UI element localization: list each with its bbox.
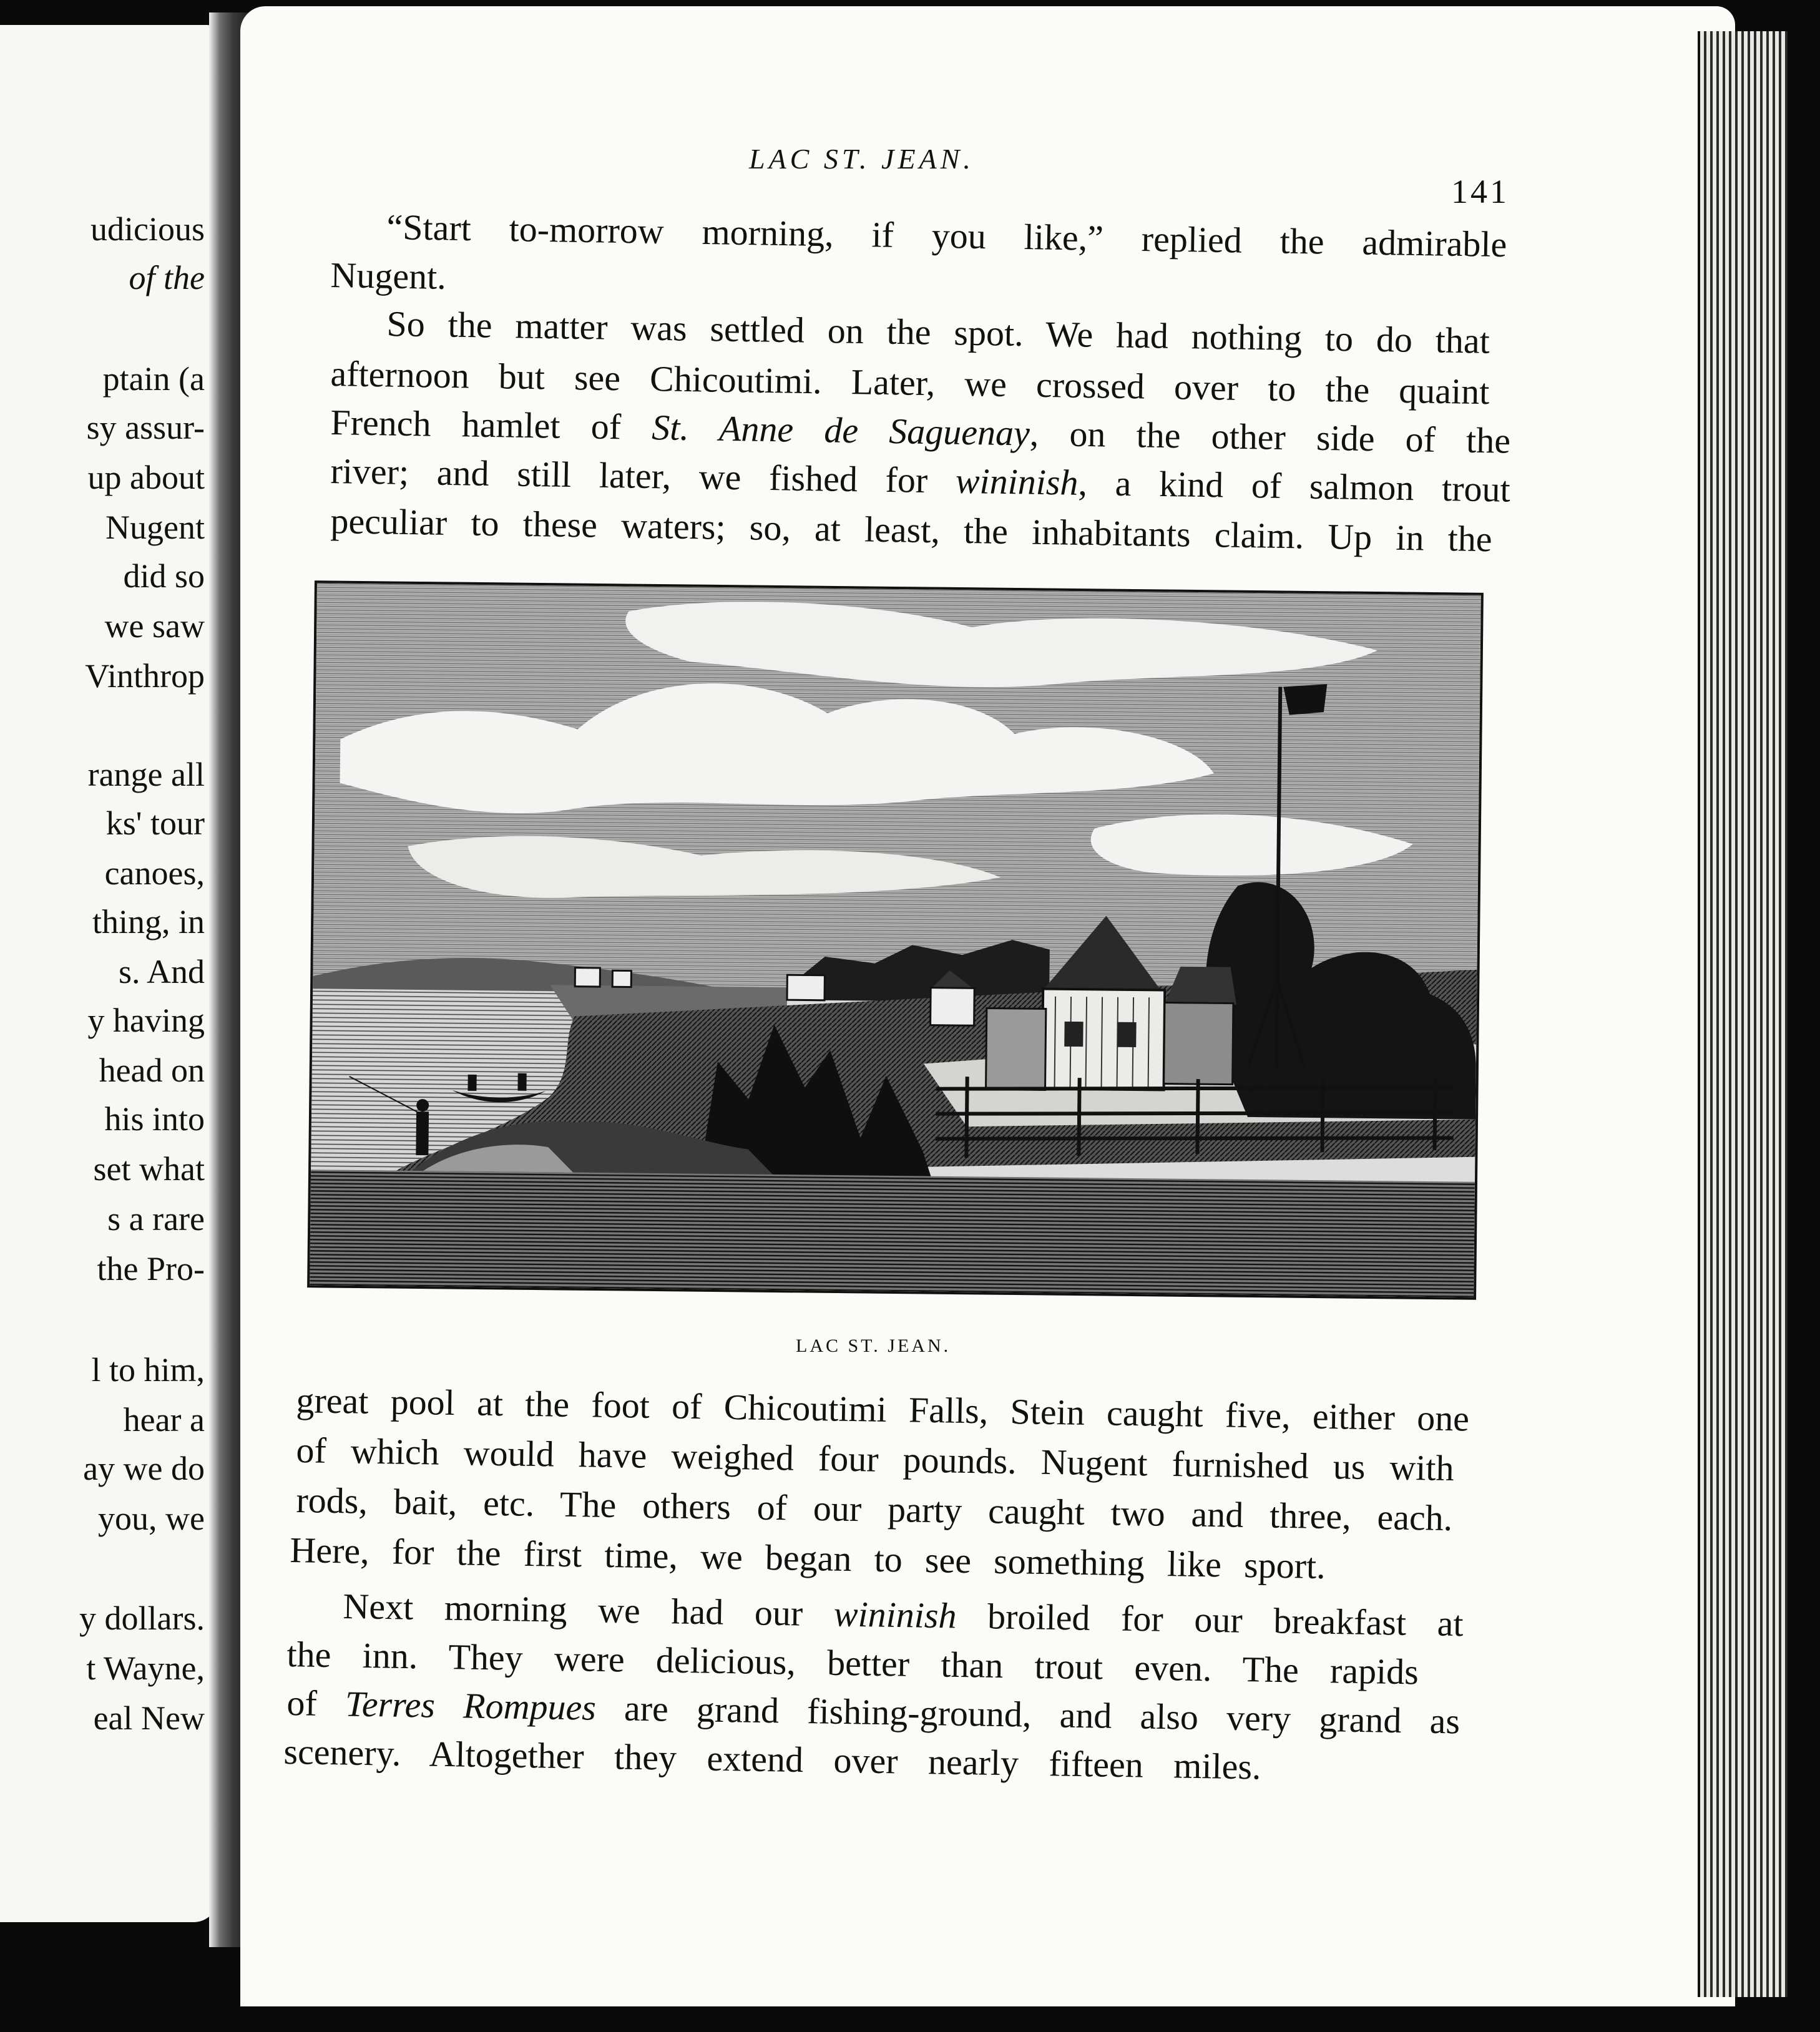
italic-term: Terres Rompues bbox=[345, 1683, 597, 1728]
left-page-line: the Pro- bbox=[97, 1250, 205, 1287]
left-page-line: range all bbox=[87, 756, 205, 793]
body-line: French hamlet of St. Anne de Saguenay, on the other side of the bbox=[330, 402, 1511, 461]
body-line: of Terres Rompues are grand fishing-ground, and also very grand as bbox=[286, 1683, 1460, 1742]
left-page-line: s a rare bbox=[107, 1200, 205, 1238]
left-page-line: sy assur- bbox=[86, 409, 205, 446]
engraving-illustration bbox=[310, 583, 1481, 1297]
body-line: Here, for the first time, we began to see something like sport. bbox=[290, 1530, 1326, 1587]
italic-term: wininish bbox=[955, 460, 1079, 503]
figure-caption: LAC ST. JEAN. bbox=[796, 1336, 951, 1356]
page-number: 141 bbox=[1451, 173, 1509, 210]
body-line: scenery. Altogether they extend over nearly fifteen miles. bbox=[283, 1731, 1261, 1787]
body-line: river; and still later, we fished for wininish, a kind of salmon trout bbox=[330, 451, 1511, 510]
body-line: peculiar to these waters; so, at least, the inhabitants claim. Up in the bbox=[330, 501, 1493, 560]
left-page-line: ks' tour bbox=[105, 804, 205, 842]
left-page-line: canoes, bbox=[104, 854, 205, 892]
left-page-line: of the bbox=[129, 259, 205, 296]
left-page-line: ptain (a bbox=[102, 360, 205, 398]
left-page-line: l to him, bbox=[91, 1351, 205, 1389]
left-page-line: y dollars. bbox=[79, 1600, 205, 1637]
left-page-line: did so bbox=[123, 557, 205, 595]
left-page-line: you, we bbox=[98, 1500, 205, 1537]
left-page-line: hear a bbox=[123, 1401, 205, 1439]
left-page-line: up about bbox=[87, 459, 205, 496]
body-line: “Start to-morrow morning, if you like,” replied the admirable bbox=[386, 207, 1507, 265]
left-page-line: udicious bbox=[91, 210, 205, 248]
body-line: rods, bait, etc. The others of our party caught two and three, each. bbox=[296, 1480, 1453, 1539]
left-page-line: eal New bbox=[93, 1699, 205, 1737]
left-page-line: his into bbox=[104, 1100, 205, 1138]
body-line: of which would have weighed four pounds. Nugent furnished us with bbox=[296, 1430, 1455, 1489]
left-page-line: Nugent bbox=[105, 509, 205, 546]
engraving-lac-st-jean bbox=[307, 580, 1484, 1300]
body-line: So the matter was settled on the spot. We had nothing to do that bbox=[386, 303, 1490, 361]
italic-term: St. Anne de Saguenay bbox=[651, 407, 1030, 454]
left-page-line: set what bbox=[93, 1150, 205, 1188]
body-line: the inn. They were delicious, better than trout even. The rapids bbox=[286, 1634, 1419, 1693]
facing-page-left bbox=[0, 25, 218, 1922]
left-page-line: thing, in bbox=[92, 903, 205, 940]
body-line: Next morning we had our wininish broiled for our breakfast at bbox=[343, 1586, 1464, 1644]
left-page-line: t Wayne, bbox=[86, 1649, 205, 1687]
italic-term: wininish bbox=[833, 1593, 957, 1636]
left-page-line: s. And bbox=[118, 953, 205, 990]
running-head: LAC ST. JEAN. bbox=[749, 143, 974, 175]
left-page-line: ay we do bbox=[83, 1450, 205, 1487]
page-fore-edge bbox=[1698, 31, 1788, 1997]
body-line: afternoon but see Chicoutimi. Later, we crossed over to the quaint bbox=[330, 353, 1490, 413]
left-page-line: head on bbox=[99, 1052, 205, 1089]
body-line: great pool at the foot of Chicoutimi Falls, Stein caught five, either one bbox=[296, 1380, 1470, 1439]
body-line: Nugent. bbox=[330, 255, 447, 297]
left-page-line: we saw bbox=[104, 607, 205, 645]
left-page-line: y having bbox=[87, 1002, 205, 1039]
left-page-line: Vinthrop bbox=[85, 657, 205, 695]
